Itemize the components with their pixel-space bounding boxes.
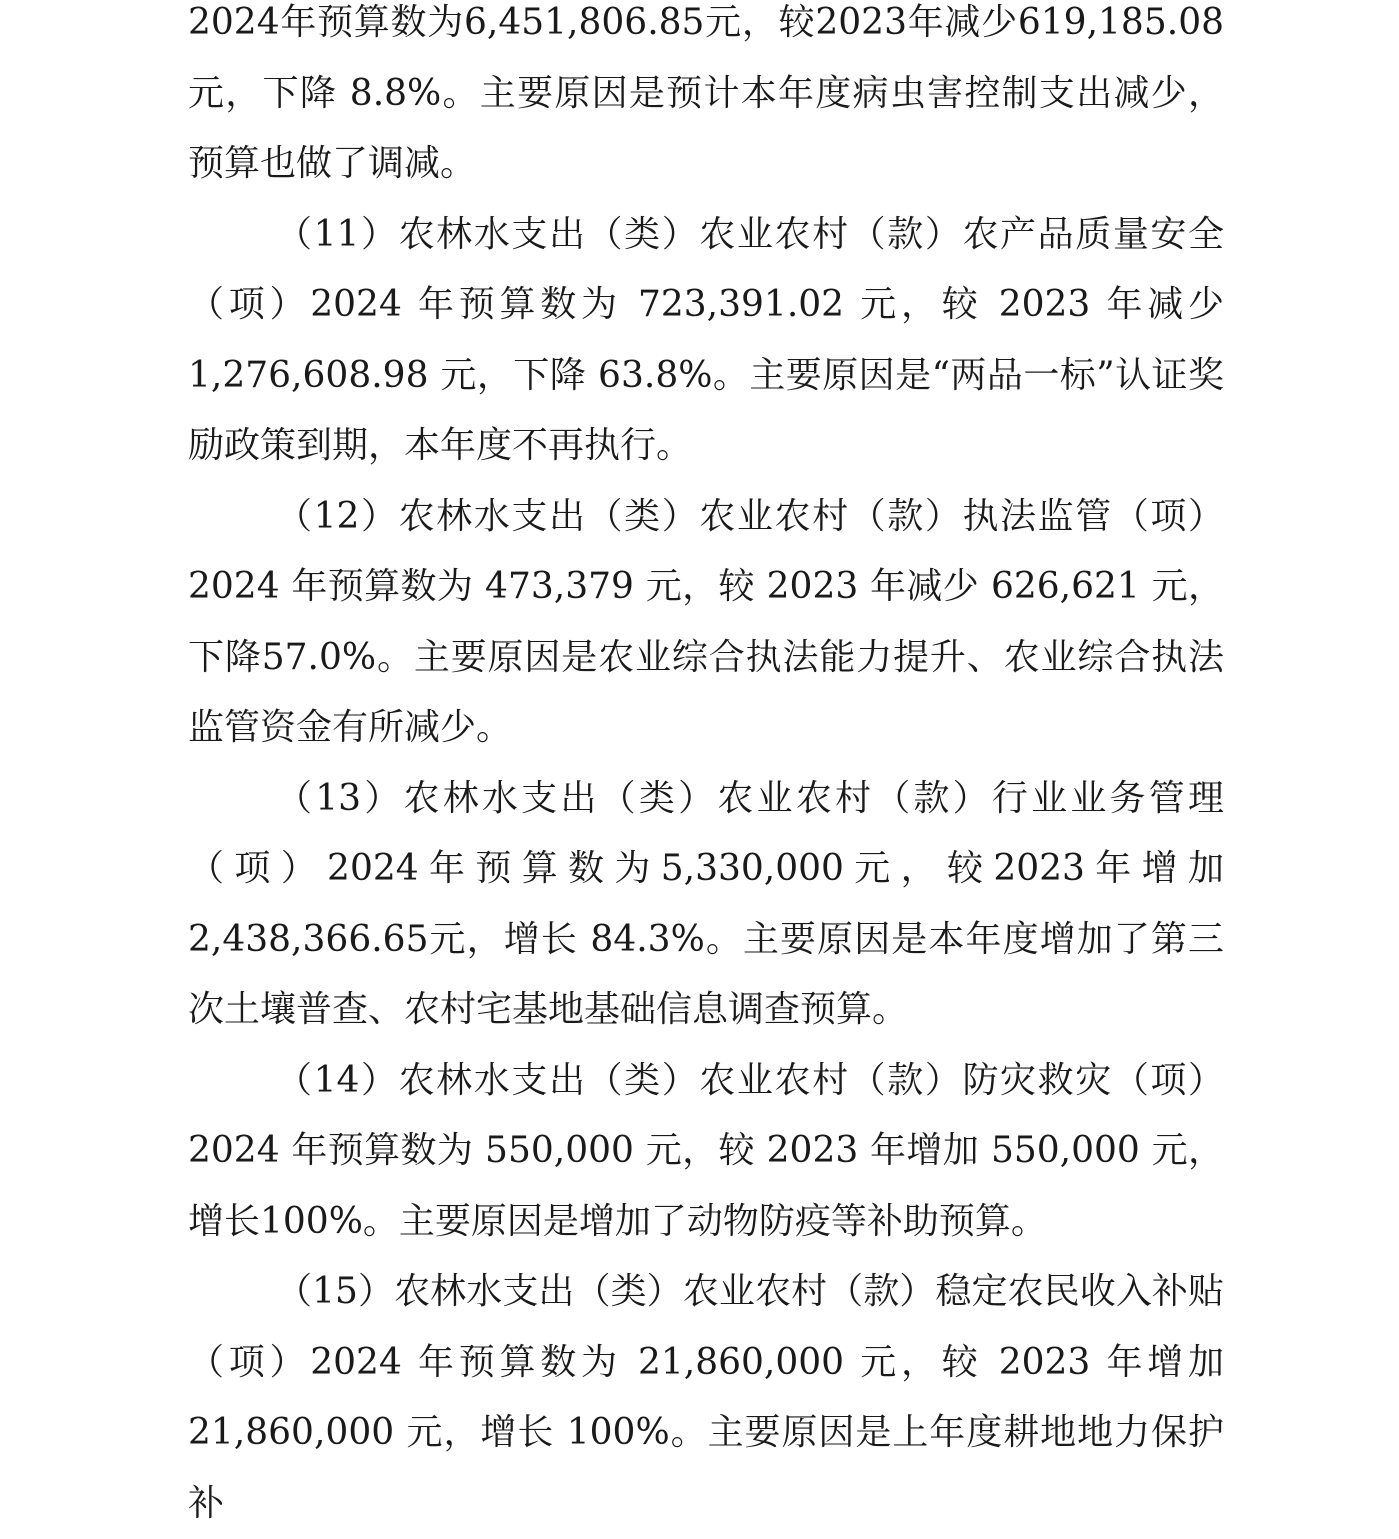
paragraph-11: （11）农林水支出（类）农业农村（款）农产品质量安全（项）2024 年预算数为 723,391.02 元，较 2023 年减少1,276,608.98 元，下降 63.8%。主要原因是“两品一标”认证奖励政策到期，本年度不再执行。 [188, 213, 1224, 466]
document-page [188, 0, 1224, 1539]
paragraph-15: （15）农林水支出（类）农业农村（款）稳定农民收入补贴（项）2024 年预算数为 21,860,000 元，较 2023 年增加21,860,000 元，增长 100%。主要原因是上年度耕地地力保护补 [188, 1271, 1224, 1524]
paragraph-14: （14）农林水支出（类）农业农村（款）防灾救灾（项）2024 年预算数为 550,000 元，较 2023 年增加 550,000 元，增长100%。主要原因是增加了动物防疫等补助预算。 [188, 1059, 1224, 1242]
paragraph-10-continuation: 2024年预算数为6,451,806.85元，较2023年减少619,185.08元，下降 8.8%。主要原因是预计本年度病虫害控制支出减少，预算也做了调减。 [188, 2, 1224, 184]
paragraph-13: （13）农林水支出（类）农业农村（款）行业业务管理（项）2024年预算数为5,330,000元，较2023年增加2,438,366.65元，增长 84.3%。主要原因是本年度增加了第三次土壤普查、农村宅基地基础信息调查预算。 [188, 777, 1224, 1030]
paragraph-12: （12）农林水支出（类）农业农村（款）执法监管（项）2024 年预算数为 473,379 元，较 2023 年减少 626,621 元，下降57.0%。主要原因是农业综合执法能力提升、农业综合执法监管资金有所减少。 [188, 495, 1224, 748]
